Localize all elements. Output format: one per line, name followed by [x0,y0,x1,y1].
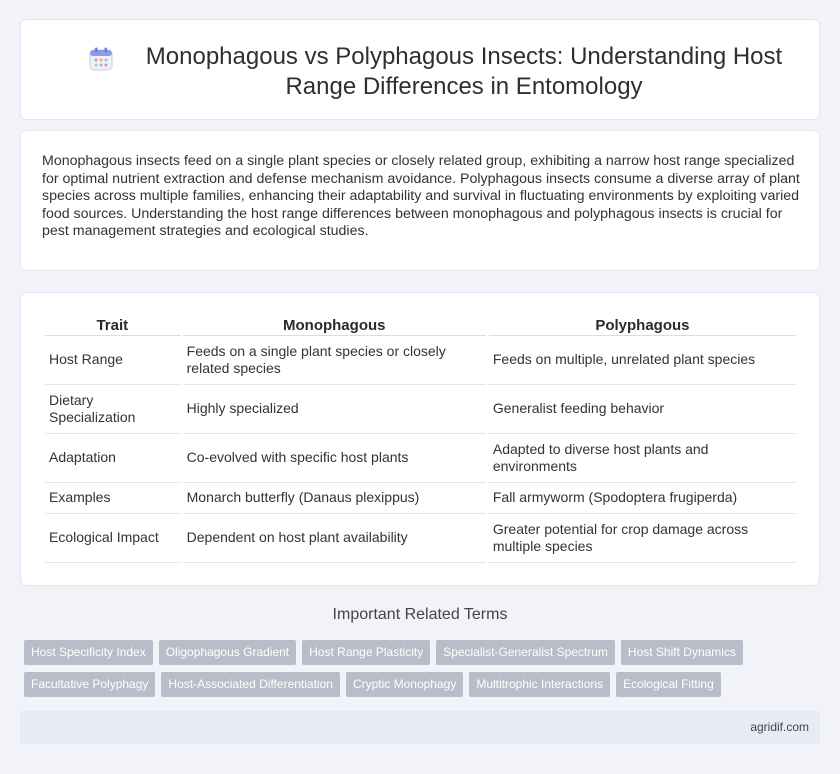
footer [20,711,820,744]
monophagous-cell: Highly specialized [183,385,486,434]
trait-cell: Adaptation [45,434,180,483]
tag-specialist-generalist-spectrum[interactable]: Specialist-Generalist Spectrum [436,640,615,665]
polyphagous-cell: Generalist feeding behavior [489,385,796,434]
table-row [45,434,796,483]
tag-oligophagous-gradient[interactable]: Oligophagous Gradient [159,640,296,665]
table-row [45,385,796,434]
footer-site[interactable]: agridif.com [750,720,809,734]
comparison-card [20,292,820,586]
monophagous-cell: Dependent on host plant availability [183,514,486,563]
tag-host-range-plasticity[interactable]: Host Range Plasticity [302,640,430,665]
trait-cell: Host Range [45,336,180,385]
tag-row [24,640,824,665]
table-row [45,336,796,385]
polyphagous-cell: Feeds on multiple, unrelated plant species [489,336,796,385]
tag-host-associated-differentiation[interactable]: Host-Associated Differentiation [161,672,340,697]
table-row [45,483,796,514]
tag-cryptic-monophagy[interactable]: Cryptic Monophagy [346,672,463,697]
monophagous-cell: Feeds on a single plant species or closely related species [183,336,486,385]
tag-multitrophic-interactions[interactable]: Multitrophic Interactions [469,672,610,697]
header-monophagous: Monophagous [183,314,486,336]
title-card [20,19,820,120]
comparison-table [42,314,799,563]
tag-host-shift-dynamics[interactable]: Host Shift Dynamics [621,640,743,665]
related-terms [24,640,824,704]
tag-ecological-fitting[interactable]: Ecological Fitting [616,672,721,697]
header-trait: Trait [45,314,180,336]
trait-cell: Dietary Specialization [45,385,180,434]
polyphagous-cell: Fall armyworm (Spodoptera frugiperda) [489,483,796,514]
monophagous-cell: Monarch butterfly (Danaus plexippus) [183,483,486,514]
intro-card [20,130,820,271]
table-row [45,514,796,563]
calendar-icon [88,46,114,72]
polyphagous-cell: Adapted to diverse host plants and environments [489,434,796,483]
page-title: Monophagous vs Polyphagous Insects: Understanding Host Range Differences in Entomology [145,43,783,100]
trait-cell: Examples [45,483,180,514]
trait-cell: Ecological Impact [45,514,180,563]
header-polyphagous: Polyphagous [489,314,796,336]
tag-host-specificity-index[interactable]: Host Specificity Index [24,640,153,665]
intro-paragraph: Monophagous insects feed on a single plant species or closely related group, exhibiting a narrow host range specialized for optimal nutrient extraction and defense mechanism avoidance. Polyphagous insects consume a diverse array of plant species across multiple families, enhancing their adaptability and survival in fluctuating environments by exploiting varied food sources. Understanding the host range differences between monophagous and polyphagous insects is crucial for pest management strategies and ecological studies. [42,153,800,240]
table-header-row [45,314,796,336]
polyphagous-cell: Greater potential for crop damage across multiple species [489,514,796,563]
tag-row [24,672,824,697]
monophagous-cell: Co-evolved with specific host plants [183,434,486,483]
title-row [81,42,801,102]
related-terms-title: Important Related Terms [332,606,508,623]
tag-facultative-polyphagy[interactable]: Facultative Polyphagy [24,672,155,697]
